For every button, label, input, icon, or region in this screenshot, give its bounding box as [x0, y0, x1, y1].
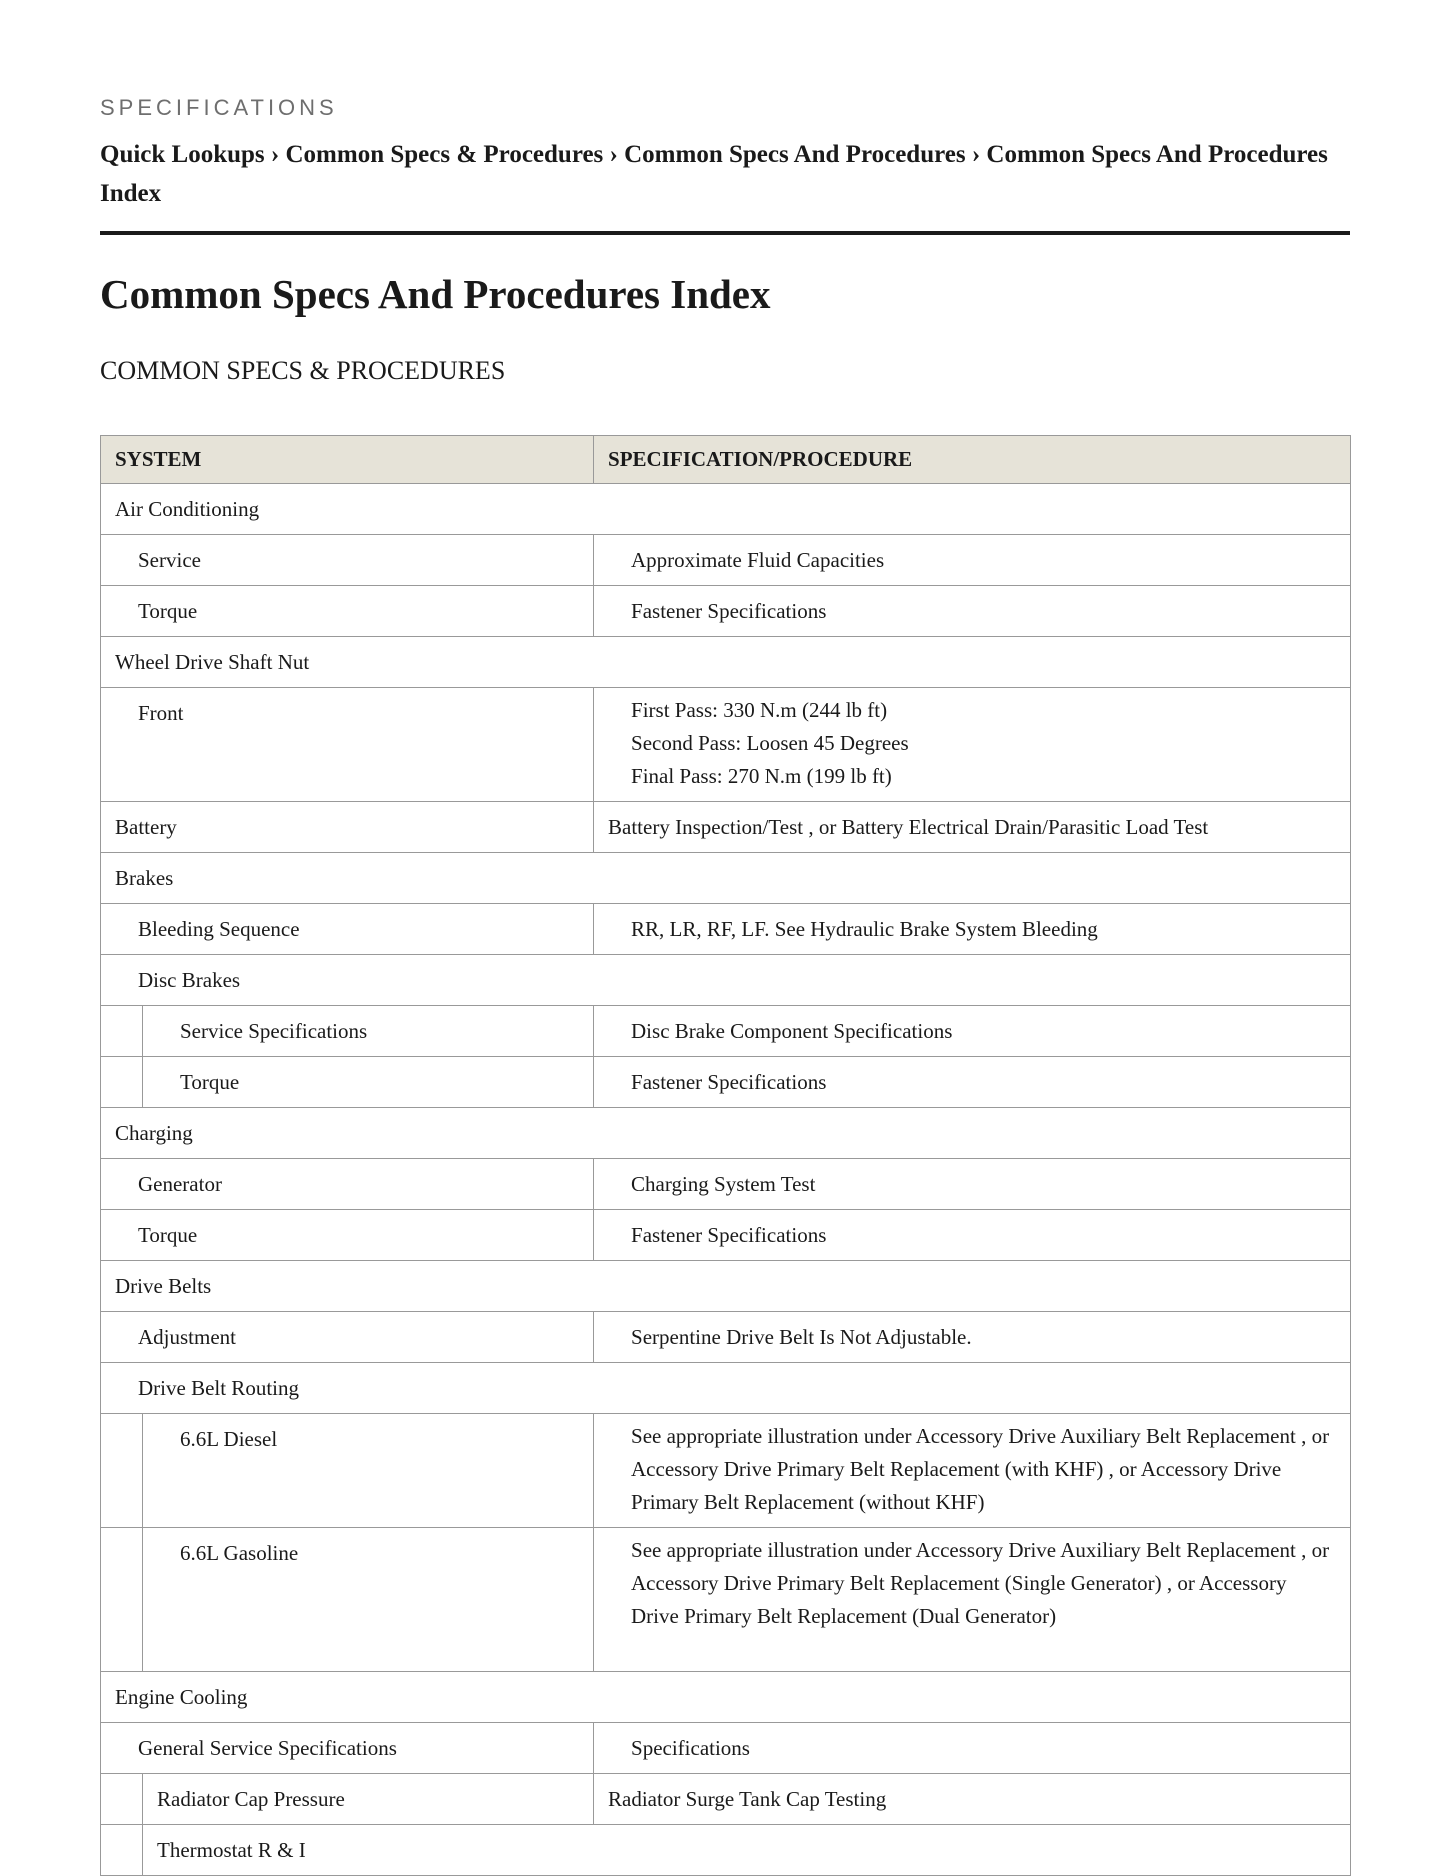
system-group-label: Brakes — [115, 866, 174, 890]
table-row — [101, 904, 1351, 955]
spec-text — [594, 688, 1350, 801]
table-row — [101, 1825, 1351, 1876]
system-label: Service — [138, 548, 201, 572]
spec-link[interactable]: Charging System Test — [631, 1172, 816, 1196]
table-row-group — [101, 1363, 1351, 1414]
system-group-label: Drive Belts — [115, 1274, 212, 1298]
system-label: Torque — [138, 1223, 198, 1247]
table-row — [101, 1774, 1351, 1825]
table-row — [101, 1414, 1351, 1528]
table-header-row — [101, 436, 1351, 484]
system-label: Radiator Cap Pressure — [157, 1787, 345, 1811]
spec-link[interactable]: Disc Brake Component Specifications — [631, 1019, 953, 1043]
system-label: Battery — [115, 815, 177, 839]
spec-link[interactable]: Fastener Specifications — [631, 599, 827, 623]
spec-text: Serpentine Drive Belt Is Not Adjustable. — [631, 1325, 972, 1349]
system-label: Service Specifications — [180, 1019, 368, 1043]
spec-link[interactable]: Approximate Fluid Capacities — [631, 548, 885, 572]
system-group-label: Wheel Drive Shaft Nut — [115, 650, 310, 674]
system-subgroup-label: Drive Belt Routing — [138, 1376, 299, 1400]
table-row — [101, 1159, 1351, 1210]
spec-link[interactable]: See appropriate illustration under Accessory Drive Auxiliary Belt Replacement , or Accessory Drive Primary Belt Replacement (with KHF) , or Accessory Drive Primary Belt Replacement (without KHF) — [631, 1424, 1330, 1514]
table-row-group — [101, 637, 1351, 688]
system-label: 6.6L Diesel — [180, 1427, 278, 1451]
spec-link[interactable]: Fastener Specifications — [631, 1223, 827, 1247]
spec-line: Final Pass: 270 N.m (199 lb ft) — [631, 764, 892, 788]
table-row-group — [101, 1108, 1351, 1159]
spec-line: First Pass: 330 N.m (244 lb ft) — [631, 698, 888, 722]
table-row-group — [101, 853, 1351, 904]
table-row-group — [101, 484, 1351, 535]
table-row — [101, 802, 1351, 853]
system-label: Torque — [138, 599, 198, 623]
table-row — [101, 1057, 1351, 1108]
table-row — [101, 586, 1351, 637]
page-subtitle: COMMON SPECS & PROCEDURES — [100, 356, 506, 385]
spec-link[interactable]: RR, LR, RF, LF. See Hydraulic Brake System Bleeding — [631, 917, 1098, 941]
table-row — [101, 688, 1351, 802]
spec-link[interactable]: See appropriate illustration under Accessory Drive Auxiliary Belt Replacement , or Accessory Drive Primary Belt Replacement (Single Generator) , or Accessory Drive Primary Belt Replacement (Dual Generator) — [631, 1538, 1330, 1628]
system-label: Adjustment — [138, 1325, 236, 1349]
table-row-group — [101, 955, 1351, 1006]
system-label: 6.6L Gasoline — [180, 1541, 299, 1565]
system-group-label: Charging — [115, 1121, 193, 1145]
table-row — [101, 1723, 1351, 1774]
column-header-system: SYSTEM — [101, 436, 594, 484]
table-row-group — [101, 1261, 1351, 1312]
system-label: Front — [138, 701, 184, 725]
system-label: General Service Specifications — [138, 1736, 397, 1760]
table-row — [101, 1210, 1351, 1261]
spec-line: Second Pass: Loosen 45 Degrees — [631, 731, 909, 755]
system-label: Thermostat R & I — [157, 1838, 306, 1862]
table-row-group — [101, 1672, 1351, 1723]
column-header-spec: SPECIFICATION/PROCEDURE — [594, 436, 1351, 484]
table-row — [101, 1006, 1351, 1057]
system-label: Bleeding Sequence — [138, 917, 300, 941]
spec-link[interactable]: Battery Inspection/Test , or Battery Electrical Drain/Parasitic Load Test — [608, 815, 1209, 839]
specs-table — [100, 435, 1351, 1876]
page-title: Common Specs And Procedures Index — [100, 271, 771, 317]
breadcrumb: Quick Lookups › Common Specs & Procedures › Common Specs And Procedures › Common Specs And Procedures Index — [100, 135, 1350, 235]
table-row — [101, 1528, 1351, 1672]
table-row — [101, 1312, 1351, 1363]
system-group-label: Engine Cooling — [115, 1685, 248, 1709]
spec-link[interactable]: Specifications — [631, 1736, 750, 1760]
system-label: Torque — [180, 1070, 240, 1094]
system-group-label: Air Conditioning — [115, 497, 260, 521]
spec-link[interactable]: Radiator Surge Tank Cap Testing — [608, 1787, 887, 1811]
table-row — [101, 535, 1351, 586]
system-subgroup-label: Disc Brakes — [138, 968, 241, 992]
system-label: Generator — [138, 1172, 222, 1196]
spec-link[interactable]: Fastener Specifications — [631, 1070, 827, 1094]
section-label: SPECIFICATIONS — [100, 95, 338, 120]
